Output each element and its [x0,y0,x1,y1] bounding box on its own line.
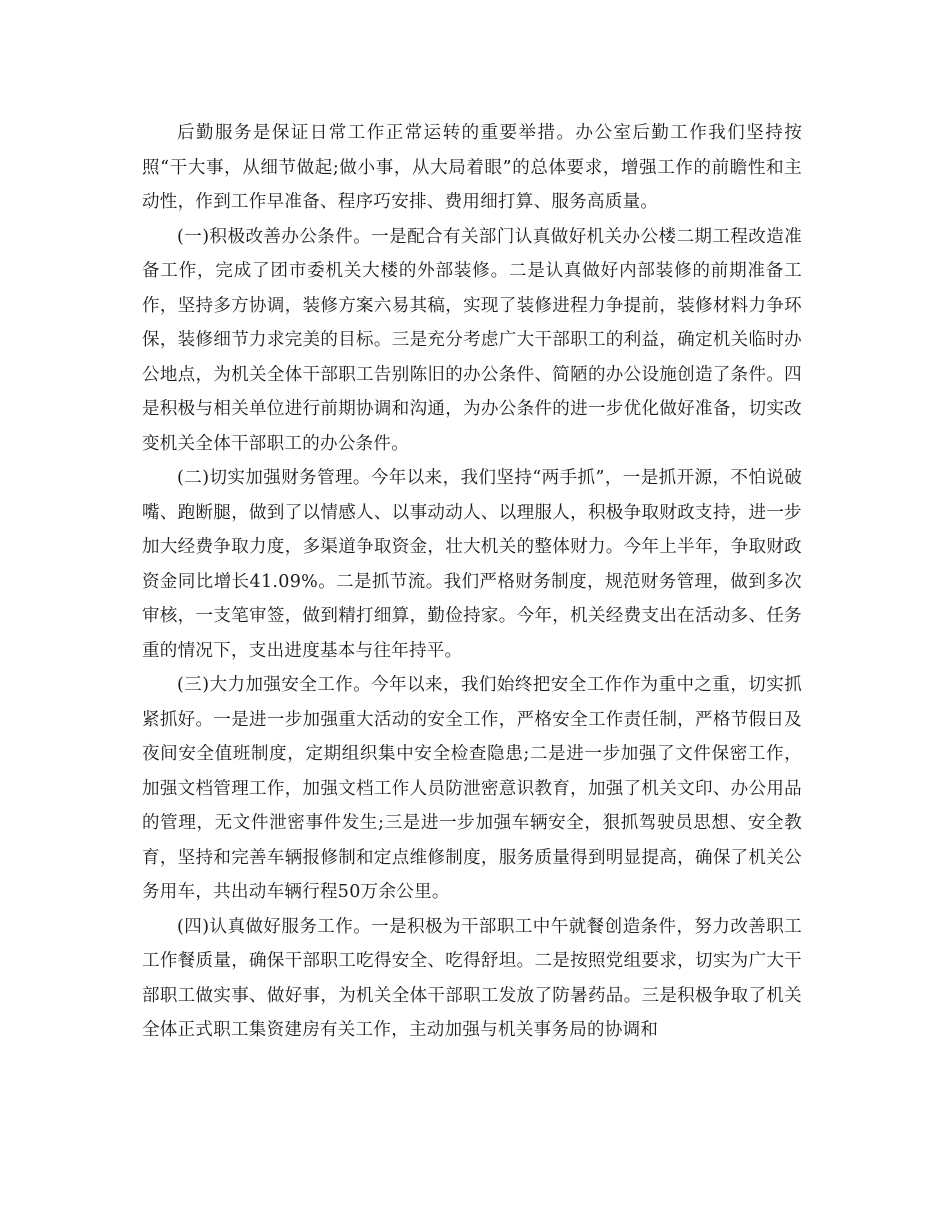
document-body [142,116,802,1048]
paragraph-service-work: (四)认真做好服务工作。一是积极为干部职工中午就餐创造条件，努力改善职工工作餐质量，确保干部职工吃得安全、吃得舒坦。二是按照党组要求，切实为广大干部职工做实事、做好事，为机关全体干部职工发放了防暑药品。三是积极争取了机关全体正式职工集资建房有关工作，主动加强与机关事务局的协调和 [142,916,802,1040]
paragraph-safety-work: (三)大力加强安全工作。今年以来，我们始终把安全工作作为重中之重，切实抓紧抓好。一是进一步加强重大活动的安全工作，严格安全工作责任制，严格节假日及夜间安全值班制度，定期组织集中安全检查隐患;二是进一步加强了文件保密工作，加强文档管理工作，加强文档工作人员防泄密意识教育，加强了机关文印、办公用品的管理，无文件泄密事件发生;三是进一步加强车辆安全，狠抓驾驶员思想、安全教育，坚持和完善车辆报修制和定点维修制度，服务质量得到明显提高，确保了机关公务用车，共出动车辆行程50万余公里。 [142,675,802,902]
paragraph-office-conditions: (一)积极改善办公条件。一是配合有关部门认真做好机关办公楼二期工程改造准备工作，完成了团市委机关大楼的外部装修。二是认真做好内部装修的前期准备工作，坚持多方协调，装修方案六易其稿，实现了装修进程力争提前，装修材料力争环保，装修细节力求完美的目标。三是充分考虑广大干部职工的利益，确定机关临时办公地点，为机关全体干部职工告别陈旧的办公条件、简陋的办公设施创造了条件。四是积极与相关单位进行前期协调和沟通，为办公条件的进一步优化做好准备，切实改变机关全体干部职工的办公条件。 [142,226,802,454]
paragraph-financial-management: (二)切实加强财务管理。今年以来，我们坚持“两手抓”，一是抓开源，不怕说破嘴、跑断腿，做到了以情感人、以事动动人、以理服人，积极争取财政支持，进一步加大经费争取力度，多渠道争取资金，壮大机关的整体财力。今年上半年，争取财政资金同比增长41.09%。二是抓节流。我们严格财务制度，规范财务管理，做到多次审核，一支笔审签，做到精打细算，勤俭持家。今年，机关经费支出在活动多、任务重的情况下，支出进度基本与往年持平。 [142,468,802,661]
paragraph-intro: 后勤服务是保证日常工作正常运转的重要举措。办公室后勤工作我们坚持按照“干大事，从细节做起;做小事，从大局着眼”的总体要求，增强工作的前瞻性和主动性，作到工作早准备、程序巧安排、费用细打算、服务高质量。 [142,123,802,212]
